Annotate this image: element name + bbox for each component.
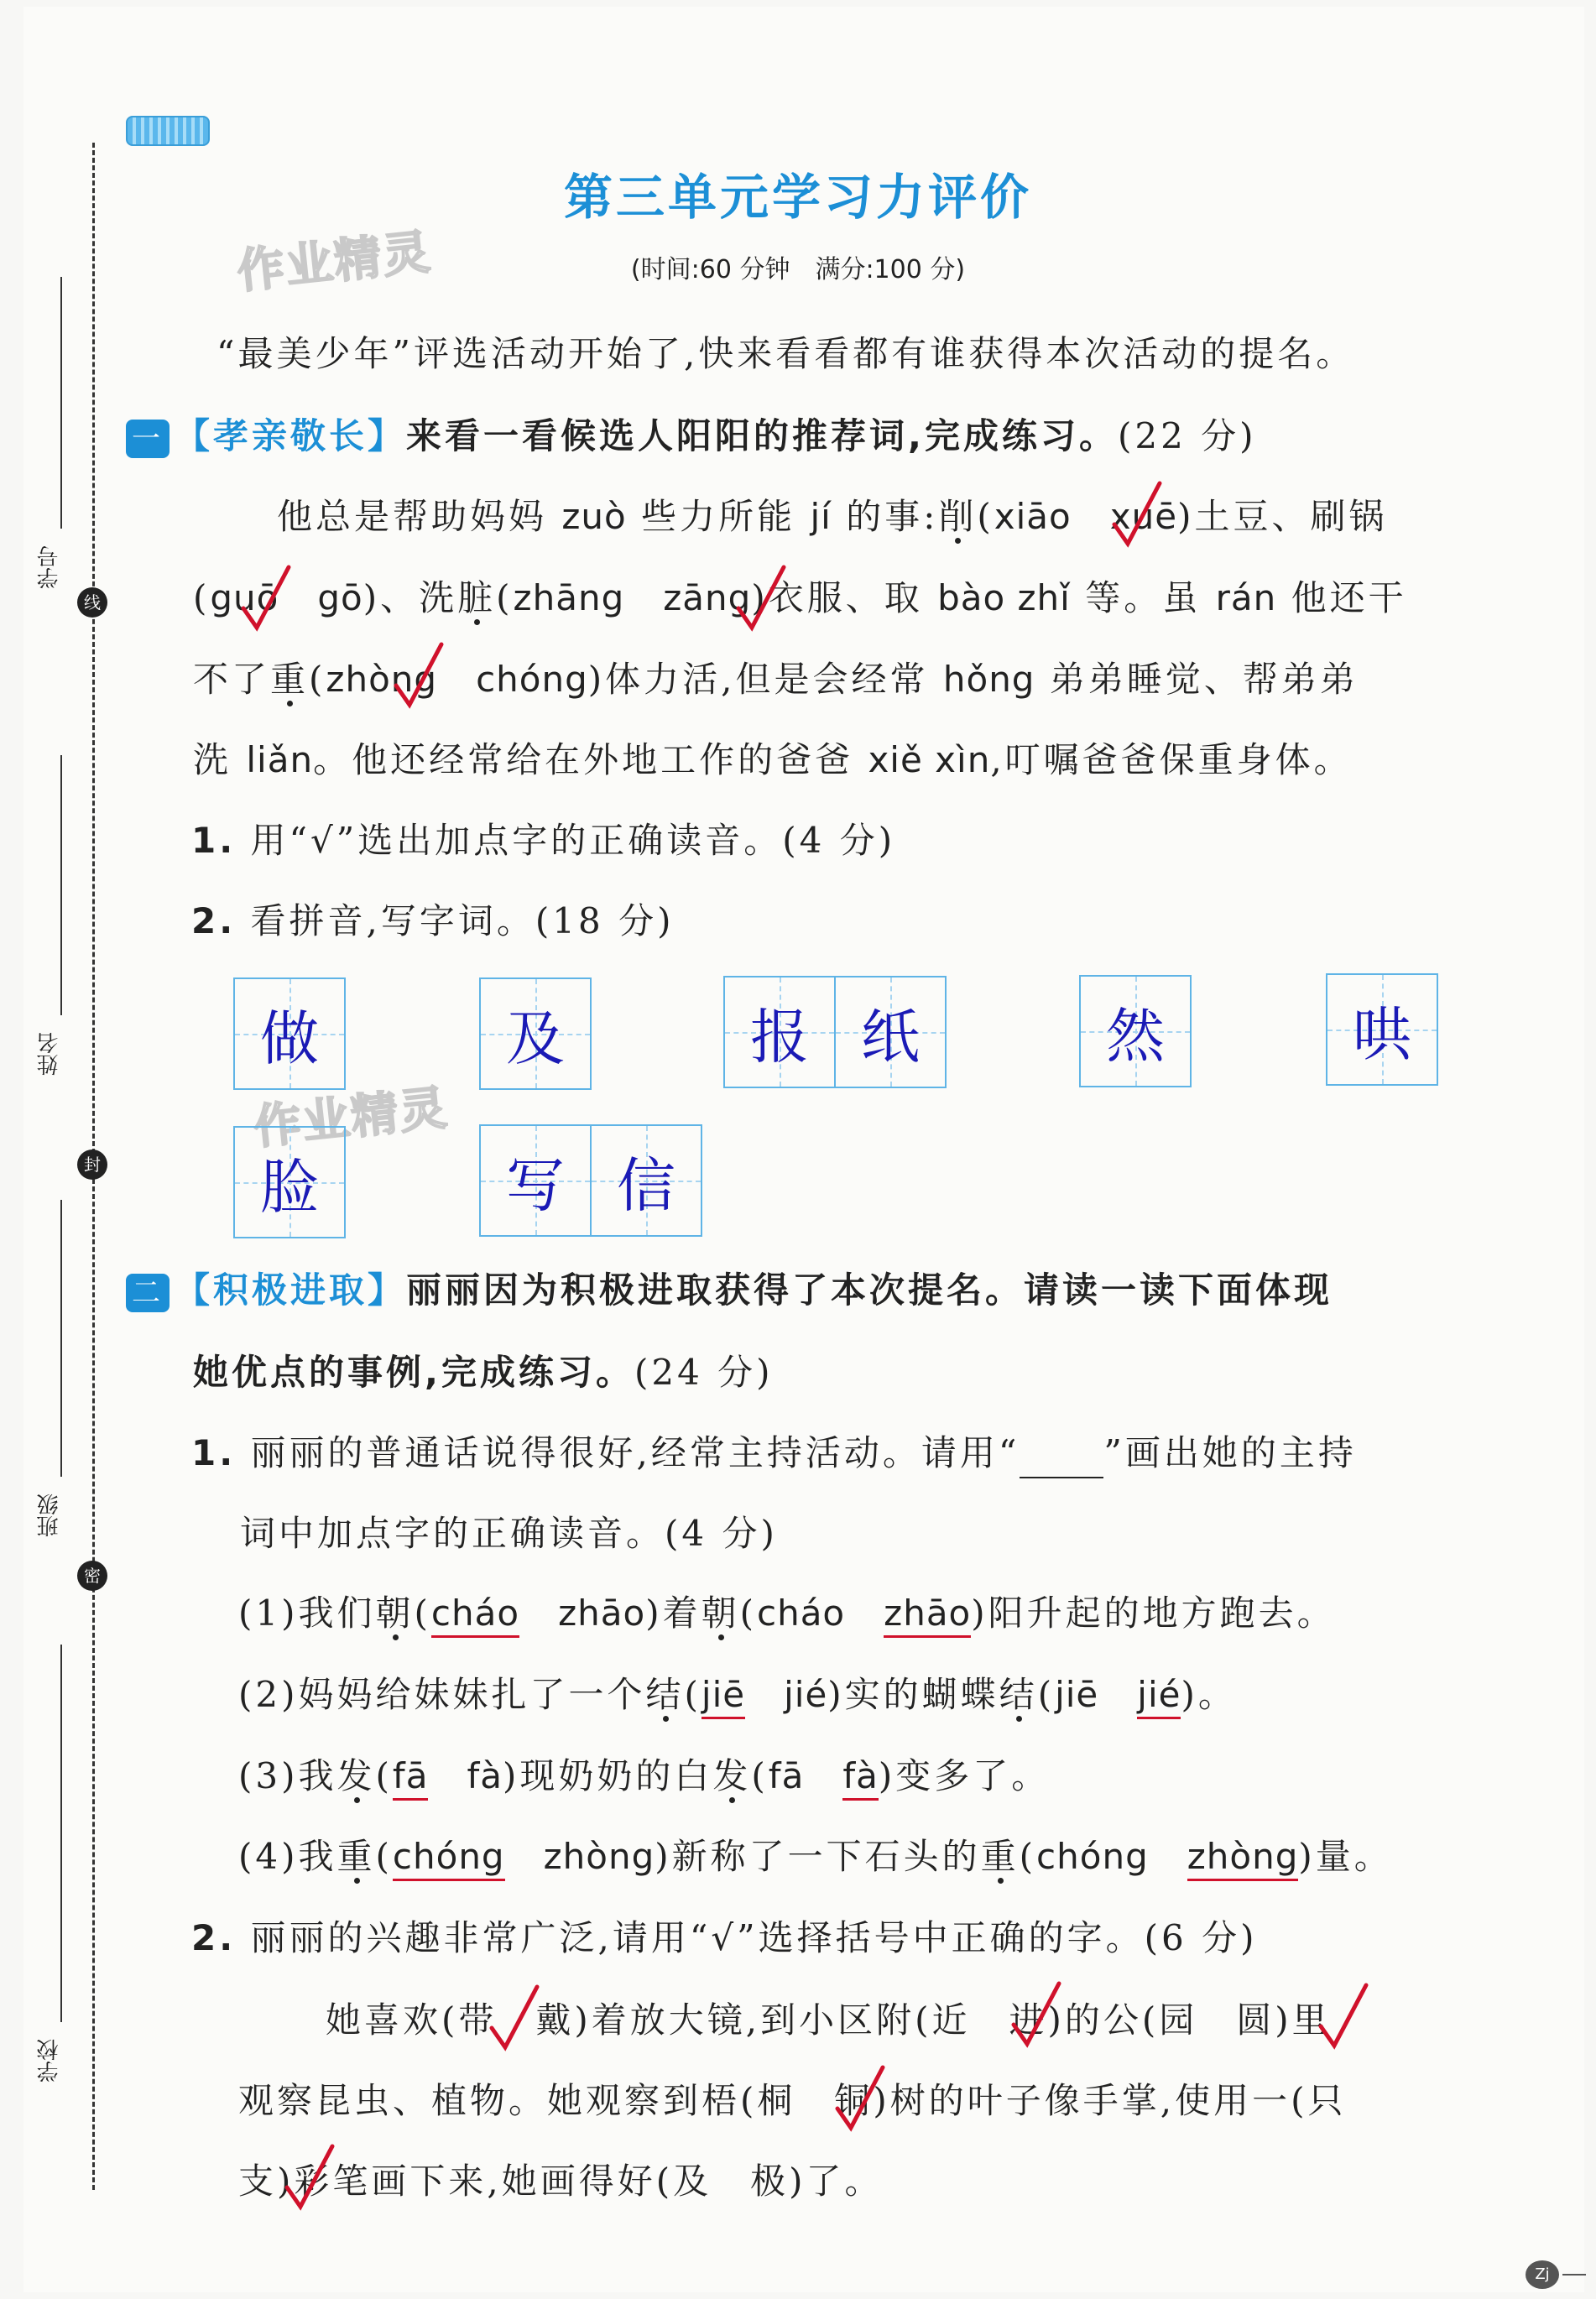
text: ( xyxy=(375,1836,393,1877)
text: ( xyxy=(684,1674,702,1715)
text: 弟弟睡觉、帮弟弟 xyxy=(1049,659,1359,700)
text: )衣服、取 xyxy=(751,577,923,618)
check-mark-icon xyxy=(732,562,790,638)
pinyin-option-selected: fà xyxy=(842,1755,879,1801)
section2-score: (24 分) xyxy=(634,1352,774,1393)
section2-text: 丽丽因为积极进取获得了本次提名。请读一读下面体现 xyxy=(406,1269,1333,1311)
answer-char: 哄 xyxy=(1353,999,1411,1069)
answer-box-zuo xyxy=(233,977,346,1090)
text: )新称了一下石头的 xyxy=(655,1836,981,1877)
check-mark-icon xyxy=(1007,1978,1066,2054)
section1-score: (22 分) xyxy=(1117,415,1257,456)
question-number: 2. xyxy=(191,1917,237,1958)
student-id-label: 学号 xyxy=(37,545,62,589)
text: )着 xyxy=(645,1593,702,1634)
section2-q1 xyxy=(191,1428,1357,1478)
check-mark-icon xyxy=(1314,1980,1373,2056)
class-label: 班级 xyxy=(37,1494,62,1537)
text: 他总是帮助妈妈 xyxy=(277,496,548,537)
pinyin-option-selected: jié xyxy=(1137,1674,1181,1719)
section1-number: 一 xyxy=(126,420,170,458)
question-text: 用“√”选出加点字的正确读音。(4 分) xyxy=(250,820,896,861)
text: )量。 xyxy=(1298,1836,1393,1877)
text: (2)妈妈给妹妹扎了一个 xyxy=(238,1674,646,1715)
watermark: 作业精灵 xyxy=(251,1081,451,1155)
pinyin-option: zhòng xyxy=(326,659,438,700)
pinyin-option: fā xyxy=(768,1755,805,1796)
passage-line-3 xyxy=(193,654,1359,705)
section2-q2-line-1: 她喜欢(带 戴)着放大镜,到小区附(近 进)的公(园 圆)里 xyxy=(326,1999,1331,2041)
dotted-char: 朝 xyxy=(701,1593,740,1634)
seal-dot-line: 线 xyxy=(77,587,107,618)
text: 些力所能 xyxy=(641,496,796,537)
dotted-char: 重 xyxy=(270,659,310,700)
pinyin: zuò xyxy=(561,496,627,537)
pinyin-option: jié xyxy=(784,1674,828,1715)
answer-char: 报 xyxy=(750,1002,809,1071)
dotted-char: 脏 xyxy=(457,577,497,618)
text: ( xyxy=(414,1593,431,1634)
answer-char: 脸 xyxy=(260,1152,319,1222)
section1-q1 xyxy=(191,816,895,866)
page-number-rule xyxy=(1562,2274,1586,2276)
pinyin-option: zhāo xyxy=(558,1593,646,1634)
pinyin-option: gō xyxy=(317,577,363,618)
text: )体力活,但是会经常 xyxy=(587,659,929,700)
question-text: 丽丽的兴趣非常广泛,请用“√”选择括号中正确的字。(6 分) xyxy=(250,1917,1258,1958)
check-mark-icon xyxy=(280,2141,339,2217)
text: ( xyxy=(739,1593,757,1634)
section2-text: 她优点的事例,完成练习。 xyxy=(193,1352,634,1393)
pinyin: jí xyxy=(810,496,832,537)
section2-tag: 【积极进取】 xyxy=(175,1269,407,1311)
seal-dot-seal: 封 xyxy=(77,1150,107,1180)
pinyin-option: fà xyxy=(467,1755,503,1796)
text: 等。虽 xyxy=(1085,577,1202,618)
text: ( xyxy=(193,577,211,618)
text: 不了 xyxy=(193,659,271,700)
pinyin-option-selected: cháo xyxy=(431,1593,519,1638)
section2-number: 二 xyxy=(126,1274,170,1312)
pinyin-option-selected: fā xyxy=(393,1755,429,1801)
pinyin: bào zhǐ xyxy=(937,577,1071,618)
school-label: 学校 xyxy=(37,2039,62,2083)
pinyin-option: zhòng xyxy=(543,1836,655,1877)
section2-q1-cont xyxy=(240,1509,778,1559)
page-number: Zj xyxy=(1526,2260,1559,2289)
text: ( xyxy=(1037,1674,1056,1715)
answer-box-baozhi xyxy=(723,976,947,1088)
section1-heading xyxy=(126,411,1257,461)
item-3 xyxy=(238,1751,1050,1801)
text: 。他还经常给在外地工作的爸爸 xyxy=(313,739,854,780)
text: (1)我们 xyxy=(238,1593,376,1634)
text: (4)我 xyxy=(238,1836,337,1877)
section1-tag: 【孝亲敬长】 xyxy=(175,415,407,456)
text: ( xyxy=(309,659,326,700)
item-4 xyxy=(238,1832,1393,1882)
watermark: 作业精灵 xyxy=(234,225,435,300)
pinyin-option: xuē xyxy=(1109,496,1178,537)
pinyin: liǎn xyxy=(246,739,314,780)
pinyin-option-selected: zhòng xyxy=(1187,1836,1299,1881)
pinyin-option: guō xyxy=(210,577,279,618)
text: 洗 xyxy=(193,739,232,780)
dotted-char: 发 xyxy=(336,1755,376,1796)
unit-badge xyxy=(126,116,210,146)
text: ( xyxy=(496,577,514,618)
answer-box-ji xyxy=(479,977,592,1090)
question-text: 看拼音,写字词。(18 分) xyxy=(250,900,675,941)
question-text: ”画出她的主持 xyxy=(1103,1432,1357,1473)
dotted-char: 结 xyxy=(645,1674,685,1715)
name-label: 姓名 xyxy=(37,1032,62,1076)
pinyin-option-selected: zhāo xyxy=(884,1593,971,1638)
text: ( xyxy=(1019,1836,1037,1877)
name-rule xyxy=(60,755,62,1015)
section2-heading xyxy=(126,1265,1333,1316)
text: ,叮嘱爸爸保重身体。 xyxy=(990,739,1353,780)
underline-sample xyxy=(1020,1443,1103,1478)
dotted-char: 朝 xyxy=(375,1593,415,1634)
pinyin: rán xyxy=(1215,577,1277,618)
answer-char: 然 xyxy=(1106,1001,1165,1071)
answer-char: 信 xyxy=(617,1150,675,1220)
pinyin-option: chóng xyxy=(1036,1836,1149,1877)
answer-char: 写 xyxy=(506,1150,565,1220)
pinyin-option-selected: jiē xyxy=(702,1674,745,1719)
pinyin: hǒng xyxy=(942,659,1035,700)
answer-char: 纸 xyxy=(861,1002,920,1071)
text: ( xyxy=(977,496,994,537)
check-mark-icon xyxy=(237,562,295,638)
text: )、洗 xyxy=(362,577,458,618)
text: )实的蝴蝶 xyxy=(827,1674,999,1715)
answer-box-xiexin xyxy=(479,1124,702,1237)
section2-q2-line-3: 支)彩笔画下来,她画得好(及 极)了。 xyxy=(238,2161,884,2202)
text: )土豆、刷锅 xyxy=(1177,496,1388,537)
section2-q2-line-2: 观察昆虫、植物。她观察到梧(桐 铜)树的叶子像手掌,使用一(只 xyxy=(238,2080,1347,2121)
time-score-note: (时间:60 分钟 满分:100 分) xyxy=(630,255,966,284)
check-mark-icon xyxy=(485,1982,544,2057)
dotted-char: 削 xyxy=(938,496,978,537)
passage-line-1 xyxy=(277,492,1387,542)
school-rule xyxy=(60,1645,62,2022)
section2-heading-cont xyxy=(193,1348,774,1398)
text: 的事: xyxy=(846,496,939,537)
class-rule xyxy=(60,1200,62,1477)
check-mark-icon xyxy=(389,639,448,715)
text: (3)我 xyxy=(238,1755,337,1796)
answer-char: 及 xyxy=(506,1004,565,1073)
answer-char: 做 xyxy=(260,1004,319,1073)
pinyin-option: zhāng xyxy=(513,577,625,618)
pinyin-option: cháo xyxy=(756,1593,846,1634)
answer-box-lian xyxy=(233,1126,346,1238)
pinyin-option-selected: chóng xyxy=(393,1836,505,1881)
answer-box-hong xyxy=(1326,973,1438,1086)
item-2 xyxy=(238,1670,1237,1720)
seal-dot-secret: 密 xyxy=(77,1561,107,1591)
check-mark-icon xyxy=(1108,478,1166,554)
section1-text: 来看一看候选人阳阳的推荐词,完成练习。 xyxy=(406,415,1118,456)
student-id-rule xyxy=(60,277,62,529)
dotted-char: 发 xyxy=(712,1755,752,1796)
text: 他还干 xyxy=(1291,577,1407,618)
intro-text: “最美少年”评选活动开始了,快来看看都有谁获得本次活动的提名。 xyxy=(216,333,1355,374)
text: ( xyxy=(751,1755,769,1796)
text: )现奶奶的白 xyxy=(502,1755,713,1796)
text: )变多了。 xyxy=(878,1755,1051,1796)
check-mark-icon xyxy=(831,2062,889,2138)
section2-q2 xyxy=(191,1913,1257,1963)
pinyin-option: zāng xyxy=(663,577,752,618)
pinyin-option: chóng xyxy=(476,659,588,700)
pinyin-option: xiāo xyxy=(994,496,1072,537)
dotted-char: 重 xyxy=(336,1836,376,1877)
dotted-char: 重 xyxy=(980,1836,1020,1877)
dotted-char: 结 xyxy=(999,1674,1038,1715)
page-title: 第三单元学习力评价 xyxy=(563,169,1032,226)
passage-line-2 xyxy=(193,573,1407,623)
text: ( xyxy=(375,1755,393,1796)
pinyin-option: jiē xyxy=(1055,1674,1099,1715)
question-number: 1. xyxy=(191,1432,237,1473)
pinyin: xiě xìn xyxy=(868,739,991,780)
answer-box-ran xyxy=(1079,975,1192,1087)
section1-q2 xyxy=(191,896,674,946)
item-1 xyxy=(238,1588,1336,1639)
question-number: 1. xyxy=(191,820,237,861)
passage-line-4 xyxy=(193,735,1353,785)
text: )。 xyxy=(1181,1674,1237,1715)
question-text: 词中加点字的正确读音。(4 分) xyxy=(240,1513,778,1554)
question-text: 丽丽的普通话说得很好,经常主持活动。请用“ xyxy=(250,1432,1020,1473)
text: )阳升起的地方跑去。 xyxy=(971,1593,1336,1634)
question-number: 2. xyxy=(191,900,237,941)
